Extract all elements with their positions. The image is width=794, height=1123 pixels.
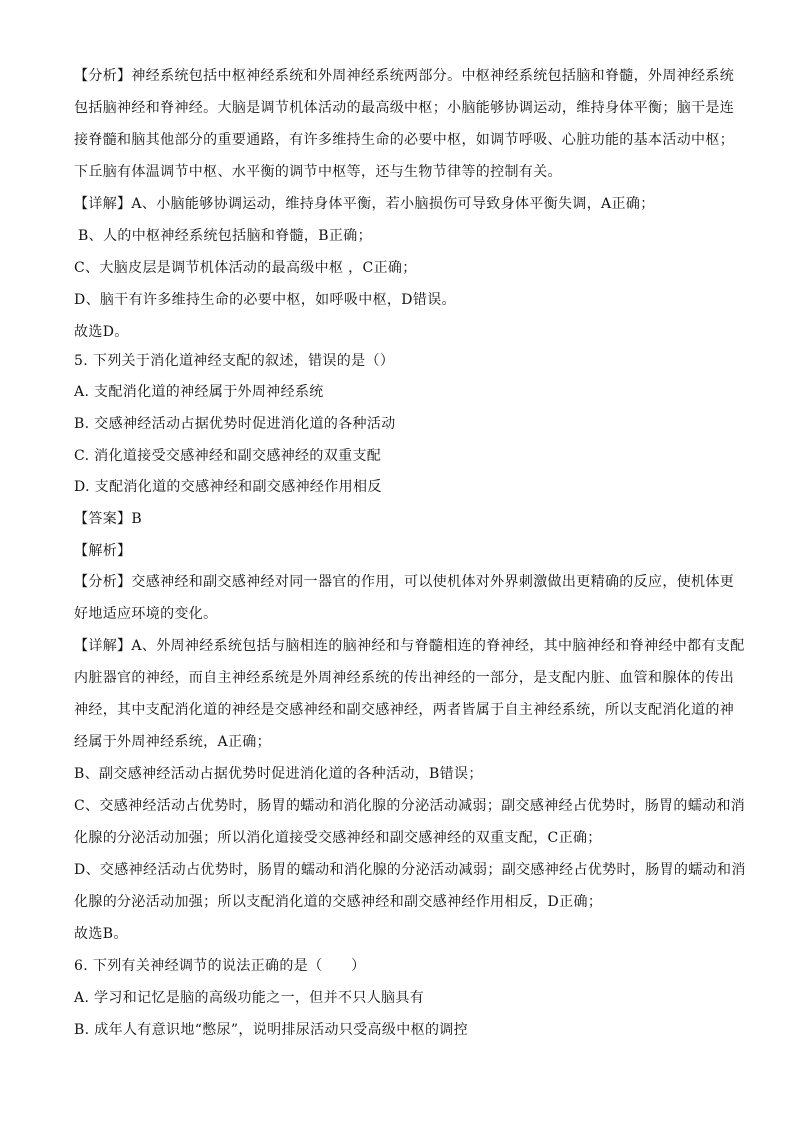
text-line: C、交感神经活动占优势时，肠胃的蠕动和消化腺的分泌活动减弱；副交感神经占优势时，肠胃的蠕动和消 (74, 798, 746, 814)
text-line: 【分析】神经系统包括中枢神经系统和外周神经系统两部分。中枢神经系统包括脑和脊髓，外周神经系统 (74, 68, 735, 84)
text-line: 内脏器官的神经，而自主神经系统是外周神经系统的传出神经的一部分，是支配内脏、血管和腺体的传出 (74, 670, 735, 686)
text-line: 化腺的分泌活动加强；所以支配消化道的交感神经和副交感神经作用相反，D正确； (74, 894, 603, 910)
text-line: D、交感神经活动占优势时，肠胃的蠕动和消化腺的分泌活动减弱；副交感神经占优势时，肠胃的蠕动和消 (74, 862, 746, 878)
option-d: D. 支配消化道的交感神经和副交感神经作用相反 (74, 479, 382, 495)
text-line: 故选B。 (74, 926, 128, 942)
option-c: C. 消化道接受交感神经和副交感神经的双重支配 (74, 448, 382, 464)
option-a: A. 支配消化道的神经属于外周神经系统 (74, 384, 324, 400)
answer-label: 【答案】B (74, 511, 143, 527)
text-line: B、副交感神经活动占据优势时促进消化道的各种活动，B错误； (74, 766, 483, 782)
question-5-stem: 5. 下列关于消化道神经支配的叙述，错误的是（） (74, 353, 395, 369)
text-line: 接脊髓和脑其他部分的重要通路，有许多维持生命的必要中枢，如调节呼吸、心脏功能的基本活动中枢； (74, 132, 735, 148)
text-line: 【详解】A、外周神经系统包括与脑相连的脑神经和与脊髓相连的脊神经，其中脑神经和脊神经中都有支配 (74, 638, 745, 654)
text-line: 故选D。 (74, 324, 129, 340)
text-line: 好地适应环境的变化。 (74, 606, 218, 622)
text-line: 经属于外周神经系统，A正确； (74, 734, 272, 750)
text-line: 下丘脑有体温调节中枢、水平衡的调节中枢等，还与生物节律等的控制有关。 (74, 164, 562, 180)
option-b: B. 交感神经活动占据优势时促进消化道的各种活动 (74, 416, 396, 432)
text-line: D、脑干有许多维持生命的必要中枢，如呼吸中枢，D错误。 (74, 292, 456, 308)
option-b: B. 成年人有意识地“憋尿”，说明排尿活动只受高级中枢的调控 (74, 1022, 469, 1038)
text-line: C、大脑皮层是调节机体活动的最高级中枢 ，C正确； (74, 260, 417, 276)
text-line: 神经，其中支配消化道的神经是交感神经和副交感神经，两者皆属于自主神经系统，所以支配消化道的神 (74, 702, 735, 718)
text-line: 【分析】交感神经和副交感神经对同一器官的作用，可以使机体对外界刺激做出更精确的反应，使机体更 (74, 574, 735, 590)
option-a: A. 学习和记忆是脑的高级功能之一，但并不只人脑具有 (74, 990, 425, 1006)
text-line: 包括脑神经和脊神经。大脑是调节机体活动的最高级中枢；小脑能够协调运动，维持身体平衡；脑干是连 (74, 100, 735, 116)
question-6-stem: 6. 下列有关神经调节的说法正确的是（ ） (74, 958, 366, 974)
text-line: 化腺的分泌活动加强；所以消化道接受交感神经和副交感神经的双重支配，C正确； (74, 830, 602, 846)
text-line: 【详解】A、小脑能够协调运动，维持身体平衡，若小脑损伤可导致身体平衡失调，A正确； (74, 196, 655, 212)
analysis-heading: 【解析】 (74, 543, 132, 559)
text-line: B、人的中枢神经系统包括脑和脊髓，B正确； (78, 228, 372, 244)
